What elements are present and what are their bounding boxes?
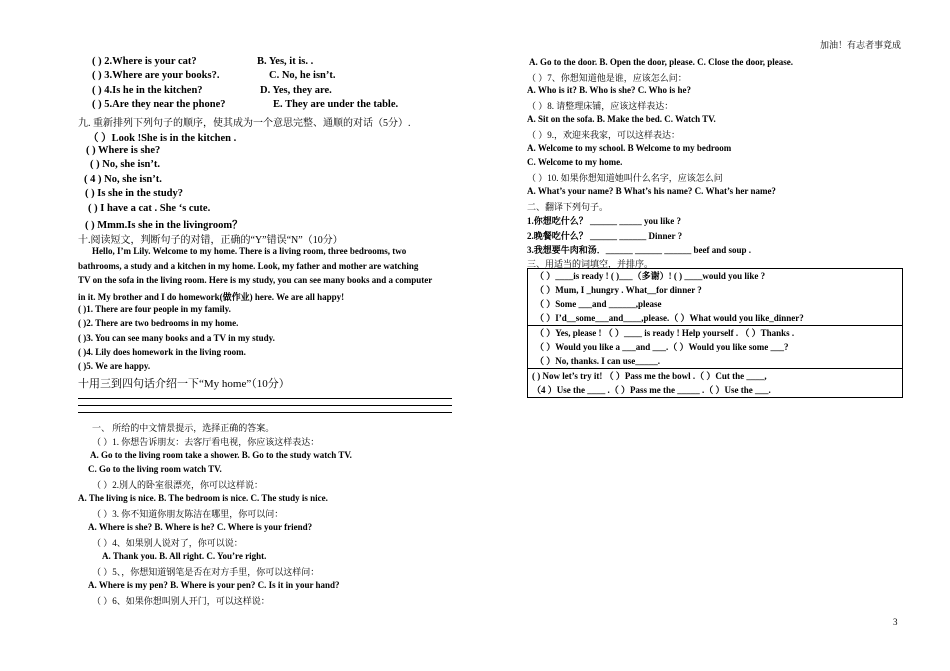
writing-line <box>78 405 452 406</box>
scenario-options: C. Welcome to my home. <box>527 157 623 167</box>
header-motto: 加油！有志者事竟成 <box>820 40 902 50</box>
dialogue-line: ( ) No, she isn’t. <box>90 159 160 170</box>
fill-group <box>528 269 902 326</box>
section-title: 十用三到四句话介绍一下“My home”（10分） <box>78 378 290 390</box>
scenario-question: （ ）6、如果你想叫别人开门，可以这样说： <box>92 596 270 606</box>
passage-line: TV on the sofa in the living room. Here is my study, you can see many books and a computer <box>78 275 433 285</box>
fill-group <box>528 369 902 397</box>
true-false-item: ( )4. Lily does homework in the living room. <box>78 347 246 357</box>
dialogue-line: ( ) I have a cat . She ‘s cute. <box>88 203 211 214</box>
match-item <box>92 56 314 67</box>
match-question: ( ) 4.Is he in the kitchen? <box>92 85 203 96</box>
dialogue-line: ( ) Mmm.Is she in the livingroom？ <box>85 220 243 231</box>
scenario-question: （ ）9.，欢迎来我家，可以这样表达： <box>527 130 681 140</box>
writing-line <box>78 398 452 399</box>
scenario-options: A. Go to the living room take a shower. B. Go to the study watch TV. <box>90 450 352 460</box>
scenario-question: （ ）10. 如果你想知道她叫什么名字，应该怎么问 <box>527 173 723 183</box>
scenario-question: （ ）3. 你不知道你朋友陈洁在哪里，你可以问： <box>92 509 284 519</box>
fill-row: ( ) Now let’s try it! （ ）Pass me the bowl .（ ）Cut the ____, <box>532 371 767 381</box>
scenario-options: A. Welcome to my school. B Welcome to my bedroom <box>527 143 732 153</box>
section-title: 九. 重新排列下列句子的顺序，使其成为一个意思完整、通顺的对话（5分）. <box>78 118 411 129</box>
scenario-options: C. Go to the living room watch TV. <box>88 464 222 474</box>
passage-line: Hello, I’m Lily. Welcome to my home. There is a living room, three bedrooms, two <box>92 246 407 256</box>
fill-row: （ ）No, thanks. I can use_____. <box>535 356 661 366</box>
scenario-options: A. The living is nice. B. The bedroom is nice. C. The study is nice. <box>78 493 328 503</box>
match-question: ( ) 2.Where is your cat? <box>92 56 197 67</box>
true-false-item: ( )3. You can see many books and a TV in my study. <box>78 333 275 343</box>
scenario-options: A. Go to the door. B. Open the door, please. C. Close the door, please. <box>529 57 794 67</box>
fill-row: （ ）____is ready ! ( )___（多谢）! ( ) ____would you like ? <box>535 271 766 281</box>
fill-row: （ ）Yes, please ! （ ）____ is ready ! Help yourself . （ ）Thanks . <box>535 328 795 338</box>
scenario-options: A. Where is my pen? B. Where is your pen? C. Is it in your hand? <box>88 580 340 590</box>
dialogue-line: ( 4 ) No, she isn’t. <box>84 174 162 185</box>
page-number: 3 <box>893 617 898 627</box>
translate-line: 2.晚餐吃什么？ ______ ______ Dinner ? <box>527 231 683 241</box>
passage-line: in it. My brother and I do homework(做作业) here. We are all happy! <box>78 292 345 302</box>
dialogue-line: ( ) Where is she? <box>86 145 161 156</box>
scenario-question: （ ）4、如果别人说对了，你可以说： <box>92 538 243 548</box>
fill-row: （ ）Some ___and ______,please <box>535 299 662 309</box>
match-item <box>92 70 336 81</box>
fill-row: （ ）I’d__some___and____,please.（ ）What would you like_dinner? <box>535 313 804 323</box>
dialogue-line: ( ) Is she in the study? <box>85 188 184 199</box>
fill-row: （4 ）Use the ____ .（ ）Pass me the _____ .（ ）Use the ___. <box>532 385 771 395</box>
match-question: ( ) 5.Are they near the phone? <box>92 99 226 110</box>
match-item <box>92 85 332 96</box>
fill-row: （ ）Would you like a ___and ___.（ ）Would you like some ___? <box>535 342 789 352</box>
match-question: ( ) 3.Where are your books?. <box>92 70 220 81</box>
dialogue-line: （ ）Look !She is in the kitchen . <box>88 133 237 144</box>
section-title: 三、用适当的词填空，并排序。 <box>527 259 654 269</box>
scenario-question: （ ）1. 你想告诉朋友：去客厅看电视，你应该这样表达： <box>92 437 320 447</box>
passage-line: bathrooms, a study and a kitchen in my home. Look, my father and mother are watching <box>78 261 419 271</box>
scenario-options: A. What’s your name? B What’s his name? C. What’s her name? <box>527 186 776 196</box>
true-false-item: ( )5. We are happy. <box>78 361 151 371</box>
section-title: 十.阅读短文，判断句子的对错，正确的“Y”错误“N”（10分） <box>78 235 343 246</box>
true-false-item: ( )2. There are two bedrooms in my home. <box>78 318 239 328</box>
scenario-options: A. Who is it? B. Who is she? C. Who is he? <box>527 85 692 95</box>
translate-line: 1.你想吃什么？ ______ _____ you like ? <box>527 216 682 226</box>
match-answer: C. No, he isn’t. <box>269 70 336 81</box>
match-answer: E. They are under the table. <box>273 99 399 110</box>
translate-line: 3.我想要牛肉和汤．______ ______ ______ beef and soup . <box>527 245 752 255</box>
scenario-options: A. Sit on the sofa. B. Make the bed. C. Watch TV. <box>527 114 716 124</box>
fill-group <box>528 326 902 369</box>
section-title: 二、翻译下列句子。 <box>527 202 609 212</box>
match-item <box>92 99 399 110</box>
match-answer: D. Yes, they are. <box>260 85 332 96</box>
scenario-options: A. Thank you. B. All right. C. You’re right. <box>102 551 267 561</box>
fill-row: （ ）Mum, I _hungry . What__for dinner ? <box>535 285 702 295</box>
writing-line <box>78 412 452 413</box>
scenario-options: A. Where is she? B. Where is he? C. Where is your friend? <box>88 522 313 532</box>
section-title: 一、 所给的中文情景提示，选择正确的答案。 <box>92 423 275 433</box>
scenario-question: （ ）2.別人的卧室很漂亮，你可以这样说： <box>92 480 264 490</box>
match-answer: B. Yes, it is. . <box>257 56 314 67</box>
fill-table <box>527 268 903 398</box>
scenario-question: （ ）7、你想知道他是谁，应该怎么问： <box>527 73 687 83</box>
scenario-question: （ ）8. 请整理床铺，应该这样表达： <box>527 101 674 111</box>
scenario-question: （ ）5、，你想知道钢笔是否在对方手里，你可以这样问： <box>92 567 320 577</box>
true-false-item: ( )1. There are four people in my family. <box>78 304 231 314</box>
